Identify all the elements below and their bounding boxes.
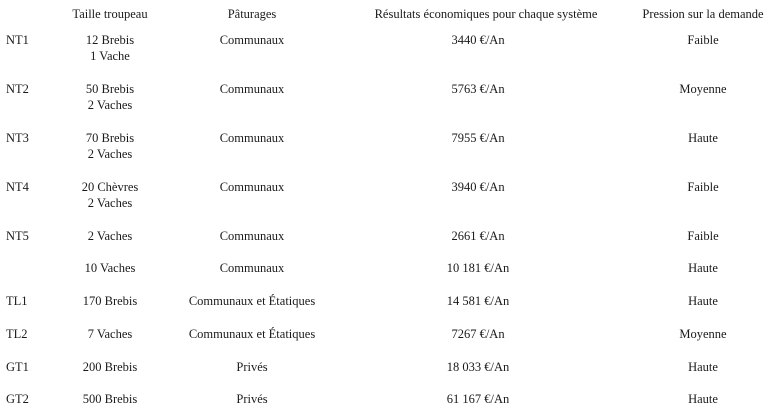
herd-size-cell: 2 Vaches (87, 229, 133, 243)
herd-size-cell: 12 Brebis 1 Vache (85, 33, 135, 63)
pressure-cell: Faible (687, 33, 719, 47)
economic-result-cell: 10 181 €/An (446, 261, 510, 275)
herd-size-cell: 200 Brebis (82, 360, 138, 374)
economic-result-cell: 2661 €/An (451, 229, 505, 243)
row-id: NT3 (6, 131, 29, 145)
economic-result-cell: 18 033 €/An (446, 360, 510, 374)
pasture-cell: Communaux (219, 33, 285, 47)
header-pasture: Pâturages (227, 7, 277, 21)
pressure-cell: Haute (688, 131, 718, 145)
economic-result-cell: 3940 €/An (451, 180, 505, 194)
pasture-cell: Privés (236, 360, 268, 374)
herd-size-cell: 20 Chèvres 2 Vaches (81, 180, 139, 210)
row-id: NT2 (6, 82, 29, 96)
herd-size-cell: 10 Vaches (84, 261, 136, 275)
pressure-cell: Faible (687, 180, 719, 194)
pressure-cell: Moyenne (679, 327, 727, 341)
economic-result-cell: 61 167 €/An (446, 392, 510, 406)
row-id: TL2 (6, 327, 28, 341)
header-economic-results: Résultats économiques pour chaque système (374, 7, 598, 21)
economic-result-cell: 14 581 €/An (446, 294, 510, 308)
row-id: NT1 (6, 33, 29, 47)
row-id: TL1 (6, 294, 28, 308)
herd-size-cell: 70 Brebis 2 Vaches (85, 131, 135, 161)
row-id: NT4 (6, 180, 29, 194)
pressure-cell: Faible (687, 229, 719, 243)
pasture-cell: Communaux et Étatiques (188, 294, 316, 308)
economic-result-cell: 7267 €/An (451, 327, 505, 341)
pasture-cell: Communaux (219, 131, 285, 145)
pasture-cell: Communaux (219, 229, 285, 243)
pressure-cell: Haute (688, 261, 718, 275)
herd-size-cell: 500 Brebis (82, 392, 138, 406)
pasture-cell: Communaux (219, 180, 285, 194)
pasture-cell: Privés (236, 392, 268, 406)
header-herd-size: Taille troupeau (72, 7, 148, 21)
row-id: GT1 (6, 360, 29, 374)
pressure-cell: Haute (688, 360, 718, 374)
pressure-cell: Moyenne (679, 82, 727, 96)
pressure-cell: Haute (688, 294, 718, 308)
pasture-cell: Communaux (219, 82, 285, 96)
row-id: NT5 (6, 229, 29, 243)
economic-result-cell: 5763 €/An (451, 82, 505, 96)
pasture-cell: Communaux (219, 261, 285, 275)
economic-result-cell: 7955 €/An (451, 131, 505, 145)
herd-size-cell: 7 Vaches (87, 327, 133, 341)
pressure-cell: Haute (688, 392, 718, 406)
header-demand-pressure: Pression sur la demande (642, 7, 764, 21)
herd-size-cell: 50 Brebis 2 Vaches (85, 82, 135, 112)
economic-result-cell: 3440 €/An (451, 33, 505, 47)
herd-size-cell: 170 Brebis (82, 294, 138, 308)
pasture-cell: Communaux et Étatiques (188, 327, 316, 341)
row-id: GT2 (6, 392, 29, 406)
